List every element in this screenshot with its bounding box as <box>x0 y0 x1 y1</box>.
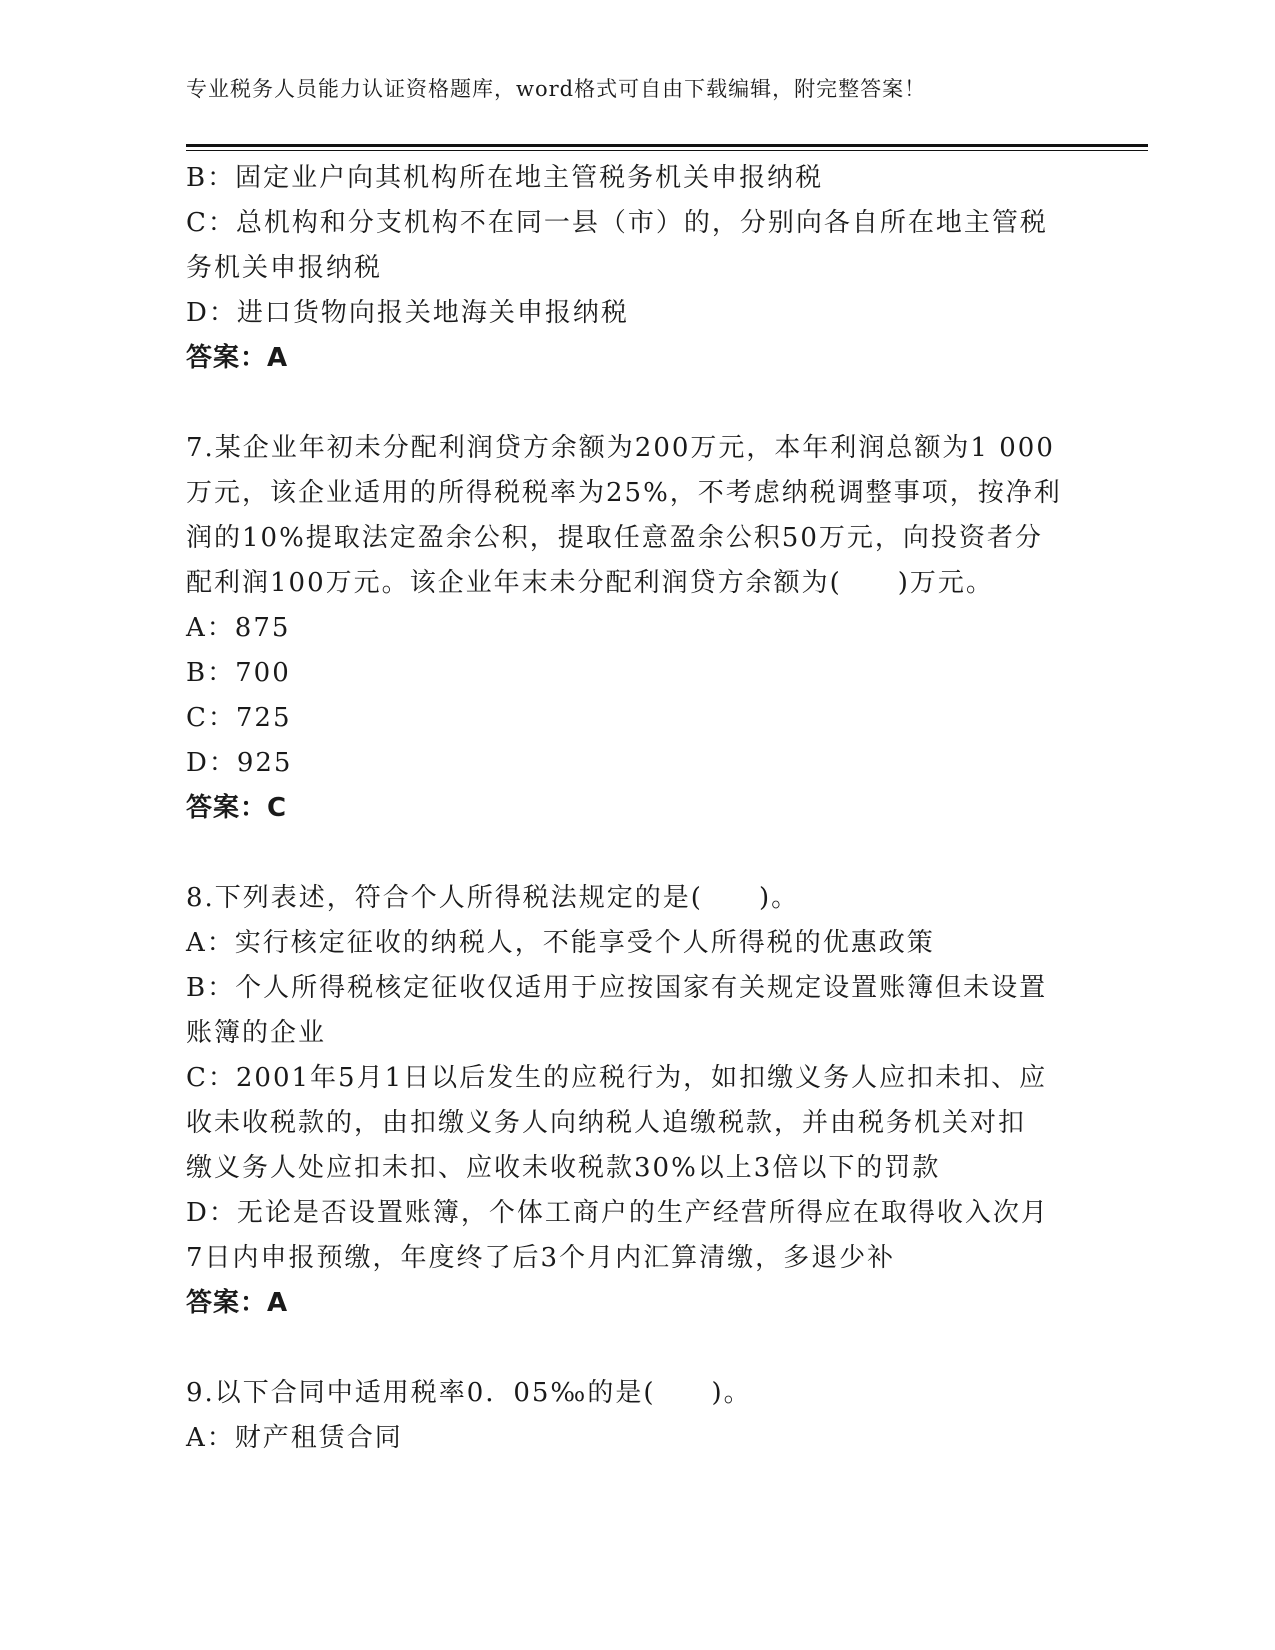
header-rule-thin <box>186 150 1148 151</box>
question-stem-line: 配利润100万元。该企业年末未分配利润贷方余额为( )万元。 <box>186 568 994 598</box>
page-header: 专业税务人员能力认证资格题库，word格式可自由下载编辑，附完整答案！ <box>186 77 927 101</box>
option-line: C：总机构和分支机构不在同一县（市）的，分别向各自所在地主管税 <box>186 208 1048 238</box>
option-line: 7日内申报预缴，年度终了后3个月内汇算清缴，多退少补 <box>186 1243 896 1273</box>
option-line: 缴义务人处应扣未扣、应收未收税款30%以上3倍以下的罚款 <box>186 1153 941 1183</box>
option-line: D：进口货物向报关地海关申报纳税 <box>186 298 629 328</box>
option-line: D：925 <box>186 748 293 778</box>
question-stem-line: 润的10%提取法定盈余公积，提取任意盈余公积50万元，向投资者分 <box>186 523 1043 553</box>
spacer <box>186 381 1086 426</box>
option-line: 账簿的企业 <box>186 1018 327 1048</box>
option-line: A：财产租赁合同 <box>186 1423 403 1453</box>
spacer <box>186 1326 1086 1371</box>
question-7 <box>186 426 1086 831</box>
header-rule-thick <box>186 144 1148 147</box>
option-line: A：875 <box>186 613 291 643</box>
answer-label: 答案：C <box>186 793 288 823</box>
spacer <box>186 831 1086 876</box>
option-line: C：725 <box>186 703 292 733</box>
option-line: A：实行核定征收的纳税人，不能享受个人所得税的优惠政策 <box>186 928 935 958</box>
option-line: B：700 <box>186 658 291 688</box>
question-stem-line: 7.某企业年初未分配利润贷方余额为200万元，本年利润总额为1 000 <box>186 433 1055 463</box>
document-body <box>186 156 1086 1461</box>
question-9 <box>186 1371 1086 1461</box>
option-line: 务机关申报纳税 <box>186 253 383 283</box>
option-line: D：无论是否设置账簿，个体工商户的生产经营所得应在取得收入次月 <box>186 1198 1049 1228</box>
question-stem-line: 万元，该企业适用的所得税税率为25%，不考虑纳税调整事项，按净利 <box>186 478 1062 508</box>
question-8 <box>186 876 1086 1326</box>
question-stem-line: 8.下列表述，符合个人所得税法规定的是( )。 <box>186 883 800 913</box>
option-line: 收未收税款的，由扣缴义务人向纳税人追缴税款，并由税务机关对扣 <box>186 1108 1027 1138</box>
answer-label: 答案：A <box>186 343 289 373</box>
option-line: B：固定业户向其机构所在地主管税务机关申报纳税 <box>186 163 824 193</box>
question-stem-line: 9.以下合同中适用税率0．05‰的是( )。 <box>186 1378 752 1408</box>
option-line: C：2001年5月1日以后发生的应税行为，如扣缴义务人应扣未扣、应 <box>186 1063 1048 1093</box>
question-6-tail <box>186 156 1086 381</box>
answer-label: 答案：A <box>186 1288 289 1318</box>
option-line: B：个人所得税核定征收仅适用于应按国家有关规定设置账簿但未设置 <box>186 973 1048 1003</box>
